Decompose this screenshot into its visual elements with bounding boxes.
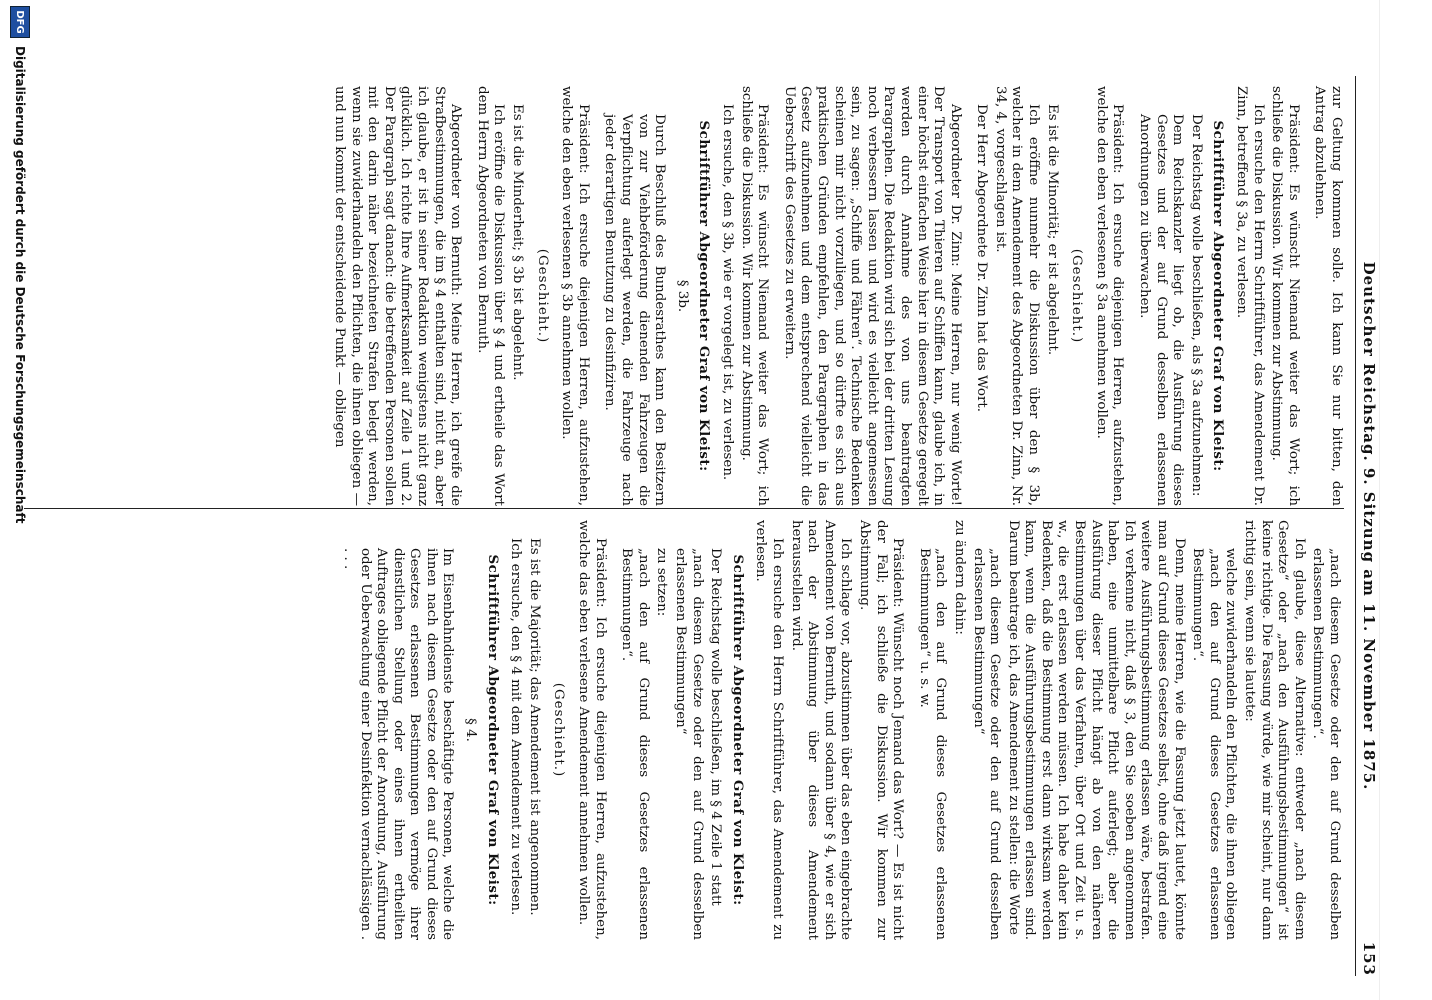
paragraph: Präsident: Es wünscht Niemand weiter das Wort; ich schließe die Diskussion. Wir kommen zur Abstimmung. xyxy=(738,86,771,506)
paragraph: Es ist die Minorität; er ist abgelehnt. xyxy=(1044,104,1060,356)
paragraph: zu ändern dahin: xyxy=(951,520,967,635)
page-number: 153 xyxy=(1360,941,1378,976)
paragraph: Abgeordneter von Bernuth: Meine Herren, ich greife die Strafbestimmungen, die im § 4 enthalten sind, nicht an, aber ich glaube, er ist in seiner Redaktion wenigstens nicht ganz glücklich. Ich richte Ihre Aufmerksamkeit auf Zeile 1 und 2. Der Paragraph sagt danach: die betreffenden Personen sollen mit den darin näher bezeichneten Strafen belegt werden, wenn sie zuwiderhandeln den Pflichten, die ihnen obliegen — und nun kommt der entscheidende Punkt — obliegen xyxy=(332,86,464,506)
paragraph: Ich eröffne nunmehr die Diskussion über den § 3b, welcher in dem Amendement des Abgeordneten Dr. Zinn, Nr. 34, 4, vorgeschlagen ist. xyxy=(992,86,1042,506)
paragraph: Es ist die Majorität; das Amendement ist angenommen. xyxy=(526,538,542,916)
speaker-heading: Schriftführer Abgeordneter Graf von Kleist: xyxy=(696,120,713,472)
paragraph: Präsident: Wünscht noch Jemand das Wort? — Es ist nicht der Fall; ich schließe die Diskussion. Wir kommen zur Abstimmung. xyxy=(856,520,906,940)
paragraph: Ich ersuche, den § 3b, wie er vorgelegt ist, zu verlesen. xyxy=(720,104,735,481)
quoted-motion: Durch Beschluß des Bundesrathes kann den Besitzern von zur Viehbeförderung dienenden Fahrzeugen die Verpflichtung auferlegt werden, die Fahrzeuge nach jeder derartigen Benutzung zu desinfiziren. xyxy=(602,114,668,506)
quoted-text: „nach den auf Grund dieses Gesetzes erlassenen Bestimmungen“ u. s. w. xyxy=(916,548,949,940)
paragraph: Ich glaube, diese Alternative: entweder „nach diesem Gesetze“ oder „nach den Ausführungsbestimmungen“ ist keine richtige. Die Fassung würde, wie mir scheint, nur dann richtig sein, wenn sie lautete: xyxy=(1242,520,1307,940)
funding-notice: Digitalisierung gefördert durch die Deutsche Forschungsgemeinschaft xyxy=(13,46,27,524)
paragraph: Ich ersuche, den § 4 mit dem Amendement zu verlesen. xyxy=(508,538,524,916)
quoted-text: „nach diesem Gesetze oder den auf Grund desselben erlassenen Bestimmungen“ xyxy=(970,548,1003,940)
stage-note: (Geschieht.) xyxy=(534,248,550,344)
paragraph: Ich ersuche den Herrn Schriftführer, das Amendement Dr. Zinn, betreffend § 3a, zu verlesen. xyxy=(1234,86,1266,506)
section-number: § 3b. xyxy=(674,279,690,313)
quoted-motion: „nach den auf Grund dieses Gesetzes erlassenen Bestimmungen“. xyxy=(619,548,651,940)
quoted-motion: Der Reichstag wolle beschließen, im § 4 Zeile 1 statt xyxy=(708,548,724,906)
page-title: Deutscher Reichstag. 9. Sitzung am 11. November 1875. xyxy=(1360,261,1378,791)
quoted-text: „nach diesem Gesetze oder den auf Grund desselben erlassenen Bestimmungen“. xyxy=(1310,548,1342,940)
paragraph: Ich schlage vor, abzustimmen über das eben eingebrachte Amendement von Bernuth, und sodann über § 4, wie er sich nach der Abstimmung über dieses Amendement herausstellen wird. xyxy=(788,520,854,940)
paragraph: Präsident: Es wünscht Niemand weiter das Wort; ich schließe die Diskussion. Wir kommen zur Abstimmung. xyxy=(1269,86,1301,506)
column-divider xyxy=(24,508,1344,509)
paragraph: Der Herr Abgeordnete Dr. Zinn hat das Wort. xyxy=(974,104,990,413)
stage-note: (Geschieht.) xyxy=(551,682,567,778)
paragraph: Ich ersuche den Herrn Schriftführer, das Amendement zu verlesen. xyxy=(753,520,785,940)
digitization-footer xyxy=(0,0,40,1000)
paragraph: Präsident: Ich ersuche diejenigen Herren, aufzustehen, welche den eben verlesenen § 3a annehmen wollen. xyxy=(1093,86,1126,506)
right-column xyxy=(337,520,1344,940)
paragraph: Es ist die Minderheit; § 3b ist abgelehnt. xyxy=(510,104,526,381)
quoted-motion: Der Reichstag wolle beschließen, als § 3a aufzunehmen: xyxy=(1188,114,1204,497)
quoted-motion: „nach diesem Gesetze oder den auf Grund desselben erlassenen Bestimmungen“ xyxy=(673,548,705,940)
quoted-motion: Im Eisenbahndienste beschäftigte Personen, welche die ihnen nach diesem Gesetze oder den auf Grund dieses Gesetzes erlassenen Bestimmungen vermöge ihrer dienstlichen Stellung oder eines ihnen ertheilten Auftrages obliegende Pflicht der Anordnung, Ausführung oder Ueberwachung einer Desinfektion vernachlässigen . . . . xyxy=(340,548,456,940)
speaker-heading: Schriftführer Abgeordneter Graf von Kleist: xyxy=(729,554,746,906)
paragraph: zur Geltung kommen solle. Ich kann Sie nur bitten, den Antrag abzulehnen. xyxy=(1312,86,1344,506)
left-column xyxy=(329,86,1344,506)
paragraph: Ich eröffne die Diskussion über § 4 und ertheile das Wort dem Herrn Abgeordneten von Bernuth. xyxy=(474,86,507,506)
scan-margin xyxy=(1379,0,1432,1000)
stage-note: (Geschieht.) xyxy=(1069,248,1085,344)
quoted-text: welche zuwiderhandeln den Pflichten, die ihnen obliegen „nach den auf Grund dieses Gesetzes erlassenen Bestimmungen“. xyxy=(1190,548,1239,940)
section-number: § 4. xyxy=(463,718,479,742)
quoted-motion: zu setzen: xyxy=(654,548,670,617)
running-head xyxy=(1355,76,1380,976)
speaker-heading: Schriftführer Abgeordneter Graf von Kleist: xyxy=(1210,120,1227,472)
paragraph: Abgeordneter Dr. Zinn: Meine Herren, nur wenig Worte! Der Transport von Thieren auf Schiffen kann, glaube ich, in einer höchst einfachen Weise hier in diesem Gesetze geregelt werden durch Annahme des von uns beantragten Paragraphen. Die Redaktion wird sich bei der dritten Lesung noch verbessern lassen und wird es vielleicht angemessen sein, zu sagen: „Schiffe und Fähren“. Technische Bedenken scheinen mir nicht vorzuliegen, und so dürfte es sich aus praktischen Gründen empfehlen, den Paragraphen in das Gesetz aufzunehmen und dem entsprechend vielleicht die Ueberschrift des Gesetzes zu erweitern. xyxy=(781,86,963,506)
dfg-logo: DFG xyxy=(10,6,30,38)
quoted-motion: Dem Reichskanzler liegt ob, die Ausführung dieses Gesetzes und der auf Grund desselben erlassenen Anordnungen zu überwachen. xyxy=(1137,114,1186,506)
speaker-heading: Schriftführer Abgeordneter Graf von Kleist: xyxy=(484,554,501,906)
paragraph: Denn, meine Herren, wie die Fassung jetzt lautet, könnte man auf Grund dieses Gesetzes selbst, ohne daß irgend eine weitere Ausführungsbestimmung erlassen wäre, bestrafen. Ich verkenne nicht, daß § 3, den Sie soeben angenommen haben, eine unmittelbare Pflicht auferlegt; aber die Ausführung dieser Pflicht hängt ab von den näheren Bestimmungen über das Verfahren, über Ort und Zeit u. s. w., die erst erlassen werden müssen. Ich habe daher kein Bedenken, daß die Bestimmung erst dann wirksam werden kann, wenn die Ausführungsbestimmungen erlassen sind. Darum beantrage ich, das Amendement zu stellen: die Worte xyxy=(1005,520,1187,940)
paragraph: Präsident: Ich ersuche diejenigen Herren, aufzustehen, welche das eben verlesene Amendement annehmen wollen. xyxy=(576,520,608,940)
paragraph: Präsident: Ich ersuche diejenigen Herren, aufzustehen, welche den eben verlesenen § 3b annehmen wollen. xyxy=(559,86,591,506)
